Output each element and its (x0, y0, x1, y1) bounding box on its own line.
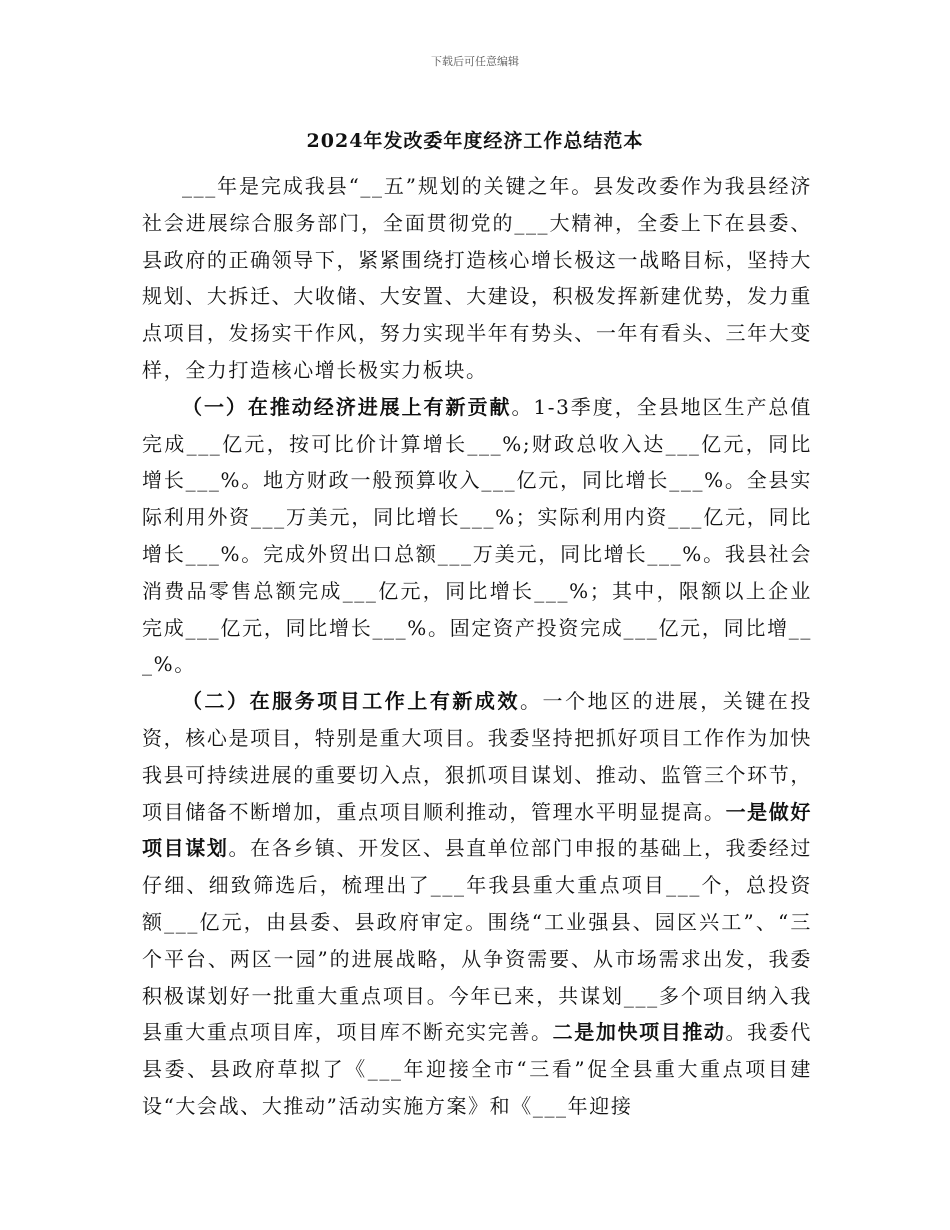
subsection-heading: 二是加快项目推动 (552, 1020, 726, 1045)
paragraph-text: 。在各乡镇、开发区、县直单位部门申报的基础上，我委经过仔细、细致筛选后，梳理出了___年我县重大重点项目___个，总投资额___亿元，由县委、县政府审定。围绕“工业强县、园区兴工”、“三个平台、两区一园”的进展战略，从争资需要、从市场需求出发，我委积极谋划好一批重大重点项目。今年已来，共谋划___多个项目纳入我县重大重点项目库，项目库不断充实完善。 (142, 836, 812, 1045)
header-note: 下载后可任意编辑 (431, 55, 519, 68)
paragraph-text: 。1-3季度，全县地区生产总值完成___亿元，按可比价计算增长___%;财政总收入达___亿元，同比增长___%。地方财政一般预算收入___亿元，同比增长___%。全县实际利用外资___万美元，同比增长___%；实际利用内资___亿元，同比增长___%。完成外贸出口总额___万美元，同比增长___%。我县社会消费品零售总额完成___亿元，同比增长___%；其中，限额以上企业完成___亿元，同比增长___%。固定资产投资完成___亿元，同比增___%。 (142, 394, 812, 677)
paragraph-projects (142, 683, 812, 1125)
document-title: 2024年发改委年度经济工作总结范本 (306, 130, 644, 152)
section-heading: （一）在推动经济进展上有新贡献 (182, 394, 512, 419)
document-body (142, 168, 812, 1125)
section-heading: （二）在服务项目工作上有新成效 (182, 689, 520, 714)
paragraph-text: 。我委代县委、县政府草拟了《___年迎接全市“三看”促全县重大重点项目建设“大会战、大推动”活动实施方案》和《___年迎接 (142, 1020, 812, 1118)
paragraph-economy (142, 389, 812, 683)
paragraph-text: ___年是完成我县“__五”规划的关键之年。县发改委作为我县经济社会进展综合服务部门，全面贯彻党的___大精神，全委上下在县委、县政府的正确领导下，紧紧围绕打造核心增长极这一战略目标，坚持大规划、大拆迁、大收储、大安置、大建设，积极发挥新建优势，发力重点项目，发扬实干作风，努力实现半年有势头、一年有看头、三年大变样，全力打造核心增长极实力板块。 (142, 174, 812, 382)
paragraph-intro (142, 168, 812, 389)
paragraph-text: 。一个地区的进展，关键在投资，核心是项目，特别是重大项目。我委坚持把抓好项目工作作为加快我县可持续进展的重要切入点，狠抓项目谋划、推动、监管三个环节，项目储备不断增加，重点项目顺利推动，管理水平明显提高。 (142, 689, 812, 824)
subsection-heading: 一是做好项目谋划 (142, 799, 813, 861)
